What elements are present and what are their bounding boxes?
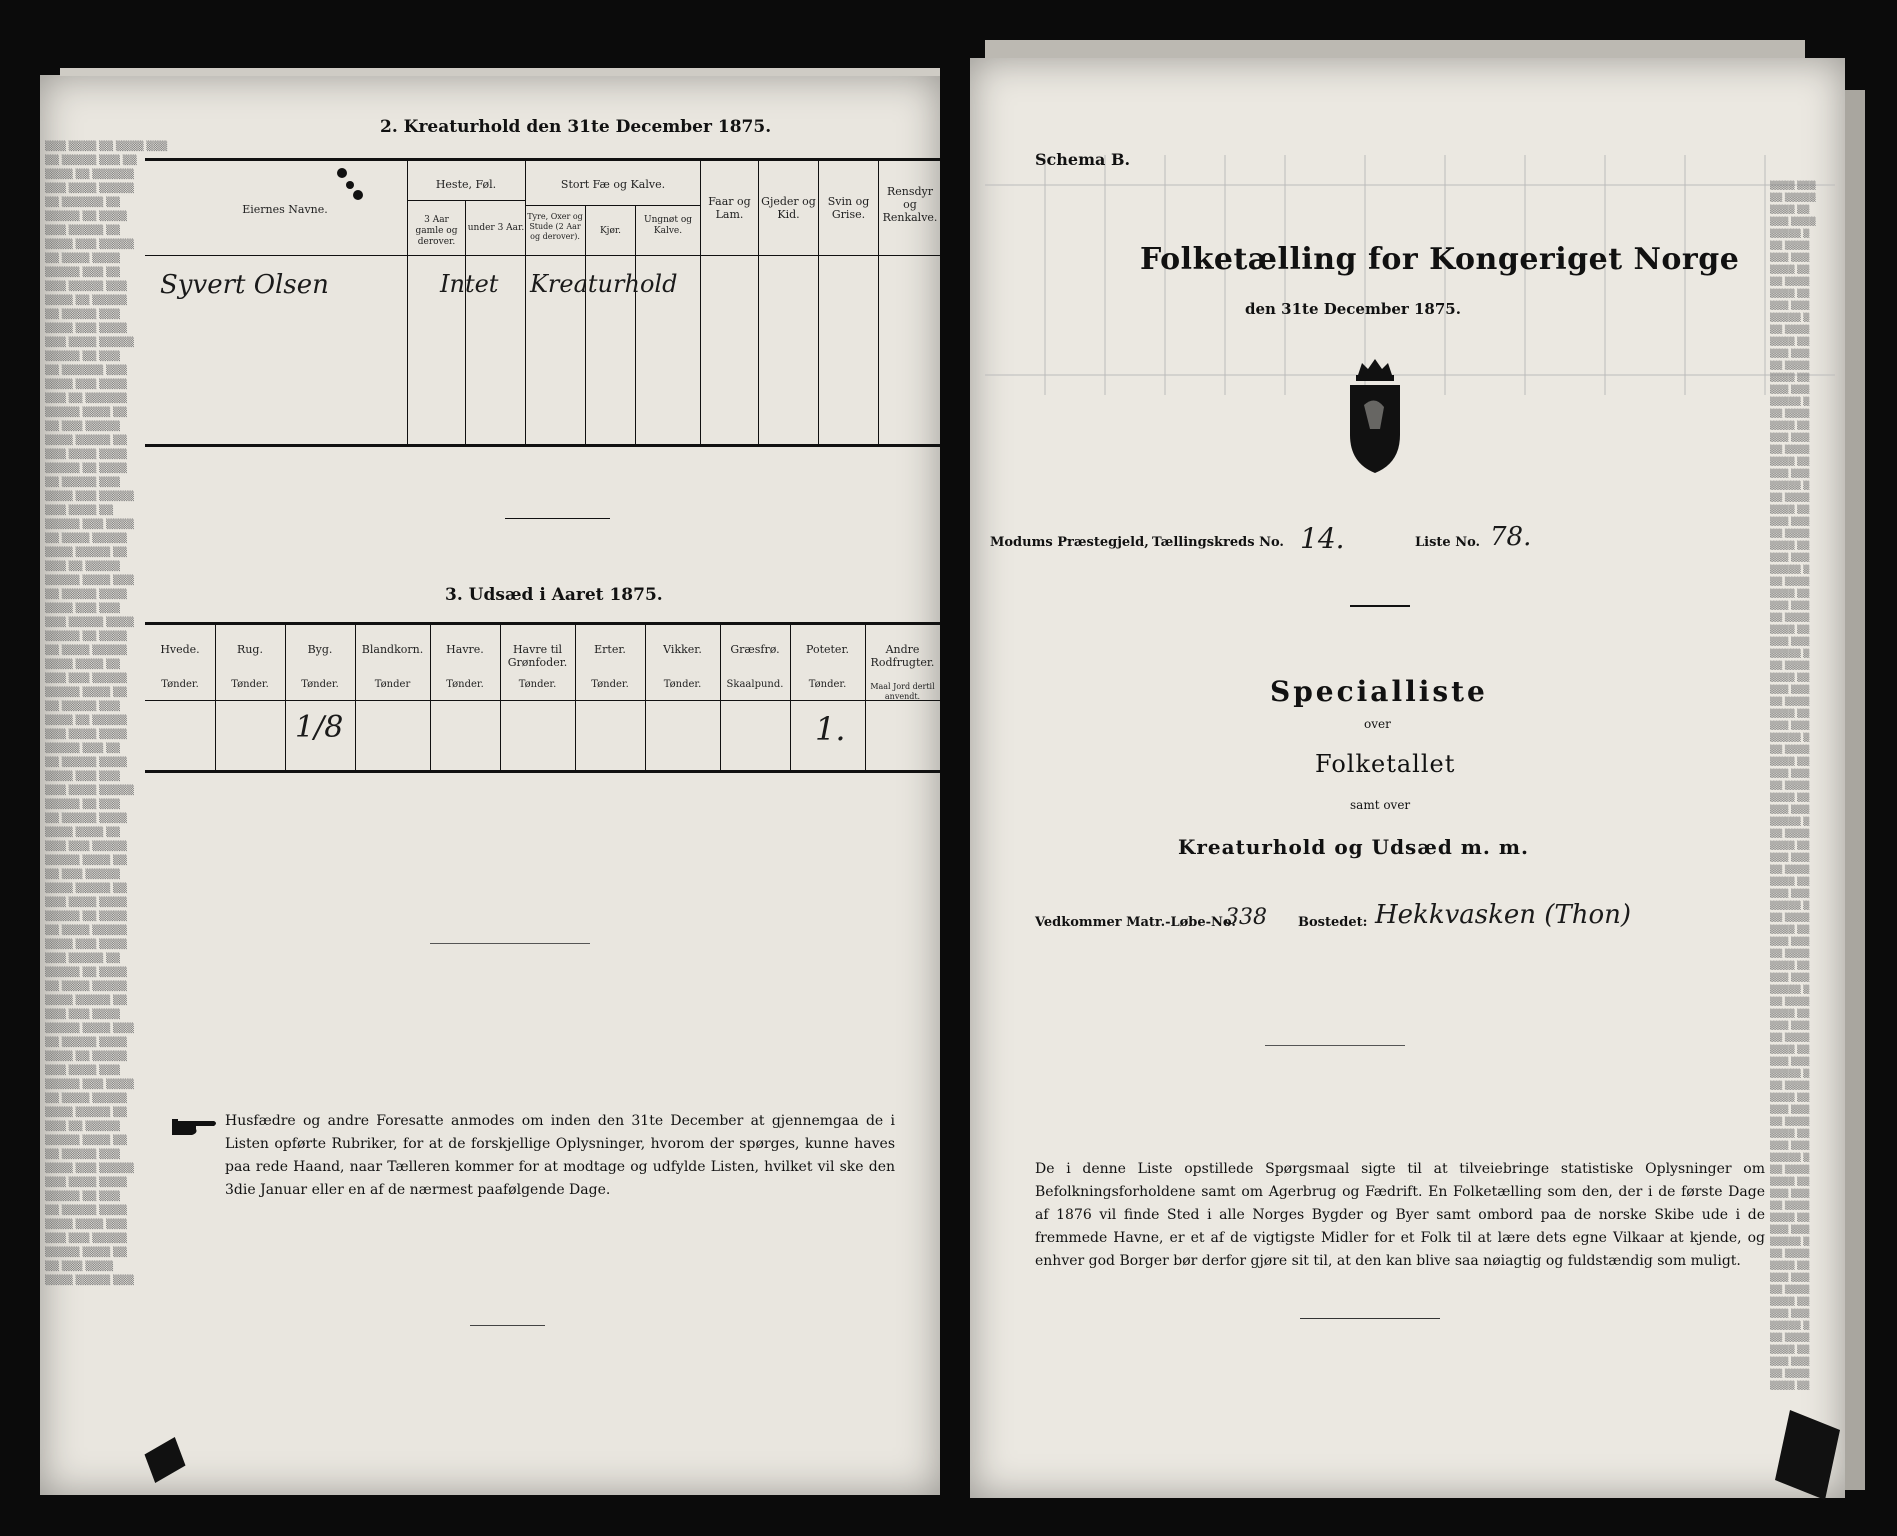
table-rule: [525, 205, 700, 206]
table-rule: [878, 158, 879, 444]
udsaed-header: Byg.: [307, 643, 333, 656]
header-cattle-c: Ungnøt og Kalve.: [643, 215, 692, 236]
header-cattle-a: Tyre, Oxer og Stude (2 Aar og derover).: [527, 212, 583, 241]
bleed-through-text: ▒▒▒ ▒▒▒▒ ▒▒ ▒▒▒▒ ▒▒▒ ▒▒ ▒▒▒▒▒ ▒▒▒ ▒▒ ▒▒▒▒ ▒▒ ▒▒▒▒▒▒ ▒▒▒ ▒▒▒▒ ▒▒▒▒▒ ▒▒ ▒▒▒▒▒▒ ▒▒ ▒▒▒▒▒ ▒▒ ▒▒▒▒ ▒▒▒ ▒▒▒▒▒ ▒▒ ▒▒▒▒ ▒▒▒ ▒▒▒▒▒ ▒▒ ▒▒▒▒ ▒▒▒▒ ▒▒▒▒▒ ▒▒▒ ▒▒ ▒▒▒ ▒▒▒▒▒ ▒▒▒ ▒▒▒▒ ▒▒ ▒▒▒▒▒ ▒▒ ▒▒▒▒▒ ▒▒▒ ▒▒▒▒ ▒▒▒ ▒▒▒▒ ▒▒▒ ▒▒▒▒ ▒▒▒▒▒ ▒▒▒▒▒ ▒▒ ▒▒▒ ▒▒ ▒▒▒▒▒▒ ▒▒▒ ▒▒▒▒ ▒▒▒ ▒▒▒▒ ▒▒▒ ▒▒ ▒▒▒▒▒▒ ▒▒▒▒▒ ▒▒▒▒ ▒▒ ▒▒ ▒▒▒ ▒▒▒▒▒ ▒▒▒▒ ▒▒▒▒▒ ▒▒ ▒▒▒ ▒▒▒▒ ▒▒▒▒ ▒▒▒▒▒ ▒▒ ▒▒▒▒ ▒▒ ▒▒▒▒▒ ▒▒▒ ▒▒▒▒ ▒▒▒ ▒▒▒▒▒ ▒▒▒ ▒▒▒▒ ▒▒ ▒▒▒▒▒ ▒▒▒ ▒▒▒▒ ▒▒ ▒▒▒▒ ▒▒▒▒▒ ▒▒▒▒ ▒▒▒▒▒ ▒▒ ▒▒▒ ▒▒ ▒▒▒▒▒ ▒▒▒▒▒ ▒▒▒▒ ▒▒▒ ▒▒ ▒▒▒▒▒ ▒▒▒▒ ▒▒▒▒ ▒▒▒ ▒▒▒ ▒▒▒ ▒▒▒▒▒ ▒▒▒▒ ▒▒▒▒▒ ▒▒ ▒▒▒▒ ▒▒ ▒▒▒▒ ▒▒▒▒▒ ▒▒▒▒ ▒▒▒▒ ▒▒ ▒▒▒ ▒▒▒ ▒▒▒▒▒ ▒▒▒▒▒ ▒▒▒▒ ▒▒ ▒▒ ▒▒▒▒▒ ▒▒▒ ▒▒▒▒ ▒▒ ▒▒▒▒▒ ▒▒▒ ▒▒▒▒ ▒▒▒▒ ▒▒▒▒▒ ▒▒▒ ▒▒ ▒▒ ▒▒▒▒▒ ▒▒▒▒ ▒▒▒▒ ▒▒▒ ▒▒▒ ▒▒▒ ▒▒▒▒ ▒▒▒▒▒ ▒▒▒▒▒ ▒▒ ▒▒▒ ▒▒ ▒▒▒▒▒ ▒▒▒▒ ▒▒▒▒ ▒▒▒▒ ▒▒ ▒▒▒ ▒▒▒ ▒▒▒▒▒ ▒▒▒▒▒ ▒▒▒▒ ▒▒ ▒▒ ▒▒▒ ▒▒▒▒▒ ▒▒▒▒ ▒▒▒▒▒ ▒▒ ▒▒▒ ▒▒▒▒ ▒▒▒▒ ▒▒▒▒▒ ▒▒ ▒▒▒▒ ▒▒ ▒▒▒▒ ▒▒▒▒▒ ▒▒▒▒ ▒▒▒ ▒▒▒▒ ▒▒▒ ▒▒▒▒▒ ▒▒ ▒▒▒▒▒ ▒▒ ▒▒▒▒ ▒▒ ▒▒▒▒ ▒▒▒▒▒ ▒▒▒▒ ▒▒▒▒▒ ▒▒ ▒▒▒ ▒▒▒ ▒▒▒▒ ▒▒▒▒▒ ▒▒▒▒ ▒▒▒ ▒▒ ▒▒▒▒▒ ▒▒▒▒ ▒▒▒▒ ▒▒ ▒▒▒▒▒ ▒▒▒ ▒▒▒▒ ▒▒▒ ▒▒▒▒▒ ▒▒▒ ▒▒▒▒ ▒▒ ▒▒▒▒ ▒▒▒▒▒ ▒▒▒▒ ▒▒▒▒▒ ▒▒ ▒▒▒ ▒▒ ▒▒▒▒▒ ▒▒▒▒▒ ▒▒▒▒ ▒▒ ▒▒ ▒▒▒▒▒ ▒▒▒ ▒▒▒▒ ▒▒▒ ▒▒▒▒▒ ▒▒▒ ▒▒▒▒ ▒▒▒▒ ▒▒▒▒▒ ▒▒ ▒▒▒ ▒▒ ▒▒▒▒▒ ▒▒▒▒ ▒▒▒▒ ▒▒▒▒ ▒▒▒ ▒▒▒ ▒▒▒ ▒▒▒▒▒ ▒▒▒▒▒ ▒▒▒▒ ▒▒ ▒▒ ▒▒▒ ▒▒▒▒ ▒▒▒▒ ▒▒▒▒▒ ▒▒▒: [45, 142, 168, 1286]
udsaed-header: Havre til Grønfoder.: [507, 643, 568, 669]
kreaturhold-text: Kreaturhold og Udsæd m. m.: [1178, 835, 1529, 859]
table-rule: [145, 444, 940, 447]
udsaed-unit: Maal Jord dertil anvendt.: [870, 682, 935, 701]
udsaed-header: Andre Rodfrugter.: [870, 643, 935, 669]
udsaed-header: Erter.: [594, 643, 626, 656]
owner-name: Syvert Olsen: [160, 270, 329, 300]
specialliste-heading: Specialliste: [1270, 675, 1488, 708]
header-reindeer: Rensdyr og Renkalve.: [882, 185, 938, 224]
table-rule: [145, 700, 940, 701]
udsaed-unit: Tønder.: [161, 679, 199, 690]
district-label: Tællingskreds No.: [1152, 535, 1284, 550]
divider: [1350, 605, 1410, 607]
bleed-through-grid: [985, 155, 1835, 415]
folketallet-text: Folketallet: [1315, 750, 1456, 778]
table-rule: [145, 770, 940, 773]
ink-mark-icon: [330, 165, 370, 205]
list-number: 78.: [1490, 522, 1532, 552]
udsaed-unit: Tønder.: [446, 679, 484, 690]
divider: [1265, 1045, 1405, 1046]
page-edge: [60, 68, 940, 76]
poteter-value: 1.: [815, 710, 846, 748]
header-pigs: Svin og Grise.: [827, 195, 870, 221]
table-rule: [635, 205, 636, 444]
udsaed-header: Poteter.: [806, 643, 849, 656]
udsaed-unit: Tønder.: [591, 679, 629, 690]
schema-label: Schema B.: [1035, 150, 1131, 169]
udsaed-unit: Tønder.: [663, 679, 702, 690]
udsaed-unit: Tønder.: [808, 679, 847, 690]
tab-marker-icon: [1770, 1400, 1870, 1510]
udsaed-unit: Tønder.: [231, 679, 269, 690]
header-cattle-b: Kjør.: [599, 226, 622, 236]
bleed-through-text: ▒▒▒▒ ▒▒▒ ▒▒ ▒▒▒▒▒ ▒▒▒▒ ▒▒ ▒▒▒ ▒▒▒▒ ▒▒▒▒▒ ▒ ▒▒ ▒▒▒▒ ▒▒▒ ▒▒▒ ▒▒▒▒ ▒▒ ▒▒ ▒▒▒▒ ▒▒▒▒ ▒▒ ▒▒▒ ▒▒▒ ▒▒▒▒▒ ▒ ▒▒ ▒▒▒▒ ▒▒▒▒ ▒▒ ▒▒▒ ▒▒▒ ▒▒ ▒▒▒▒ ▒▒▒▒ ▒▒ ▒▒▒ ▒▒▒ ▒▒▒▒▒ ▒ ▒▒ ▒▒▒▒ ▒▒▒▒ ▒▒ ▒▒▒ ▒▒▒ ▒▒ ▒▒▒▒ ▒▒▒▒ ▒▒ ▒▒▒ ▒▒▒ ▒▒▒▒▒ ▒ ▒▒ ▒▒▒▒ ▒▒▒▒ ▒▒ ▒▒▒ ▒▒▒ ▒▒ ▒▒▒▒ ▒▒▒▒ ▒▒ ▒▒▒ ▒▒▒ ▒▒▒▒▒ ▒ ▒▒ ▒▒▒▒ ▒▒▒▒ ▒▒ ▒▒▒ ▒▒▒ ▒▒ ▒▒▒▒ ▒▒▒▒ ▒▒ ▒▒▒ ▒▒▒ ▒▒▒▒▒ ▒ ▒▒ ▒▒▒▒ ▒▒▒▒ ▒▒ ▒▒▒ ▒▒▒ ▒▒ ▒▒▒▒ ▒▒▒▒ ▒▒ ▒▒▒ ▒▒▒ ▒▒▒▒▒ ▒ ▒▒ ▒▒▒▒ ▒▒▒▒ ▒▒ ▒▒▒ ▒▒▒ ▒▒ ▒▒▒▒ ▒▒▒▒ ▒▒ ▒▒▒ ▒▒▒ ▒▒▒▒▒ ▒ ▒▒ ▒▒▒▒ ▒▒▒▒ ▒▒ ▒▒▒ ▒▒▒ ▒▒ ▒▒▒▒ ▒▒▒▒ ▒▒ ▒▒▒ ▒▒▒ ▒▒▒▒▒ ▒ ▒▒ ▒▒▒▒ ▒▒▒▒ ▒▒ ▒▒▒ ▒▒▒ ▒▒ ▒▒▒▒ ▒▒▒▒ ▒▒ ▒▒▒ ▒▒▒ ▒▒▒▒▒ ▒ ▒▒ ▒▒▒▒ ▒▒▒▒ ▒▒ ▒▒▒ ▒▒▒ ▒▒ ▒▒▒▒ ▒▒▒▒ ▒▒ ▒▒▒ ▒▒▒ ▒▒▒▒▒ ▒ ▒▒ ▒▒▒▒ ▒▒▒▒ ▒▒ ▒▒▒ ▒▒▒ ▒▒ ▒▒▒▒ ▒▒▒▒ ▒▒ ▒▒▒ ▒▒▒ ▒▒▒▒▒ ▒ ▒▒ ▒▒▒▒ ▒▒▒▒ ▒▒ ▒▒▒ ▒▒▒ ▒▒ ▒▒▒▒ ▒▒▒▒ ▒▒ ▒▒▒ ▒▒▒ ▒▒▒▒▒ ▒ ▒▒ ▒▒▒▒ ▒▒▒▒ ▒▒ ▒▒▒ ▒▒▒ ▒▒ ▒▒▒▒ ▒▒▒▒ ▒▒ ▒▒▒ ▒▒▒ ▒▒▒▒▒ ▒ ▒▒ ▒▒▒▒ ▒▒▒▒ ▒▒ ▒▒▒ ▒▒▒ ▒▒ ▒▒▒▒ ▒▒▒▒ ▒▒: [1770, 181, 1816, 1390]
header-goats: Gjeder og Kid.: [761, 195, 816, 221]
samt-over-text: samt over: [1350, 798, 1411, 812]
list-label: Liste No.: [1415, 535, 1481, 550]
table-rule: [818, 158, 819, 444]
byg-value: 1/8: [295, 710, 344, 745]
table-rule: [145, 622, 940, 625]
udsaed-header: Græsfrø.: [730, 643, 780, 656]
header-sheep: Faar og Lam.: [708, 195, 751, 221]
header-owner: Eiernes Navne.: [242, 203, 328, 216]
parish-label: Modums Præstegjeld,: [990, 535, 1149, 550]
horses-value: Intet: [440, 270, 499, 298]
bosted-label: Bostedet:: [1298, 915, 1368, 930]
udsaed-header: Rug.: [237, 643, 263, 656]
notice-text: Husfædre og andre Foresatte anmodes om inden den 31te December at gjennemgaa de i Listen opførte Rubriker, for at de forskjellige Oplysninger, hvorom der spørges, kunne haves paa rede Haand, naar Tælleren kommer for at modtage og udfylde Listen, hvilket vil ske den 3die Januar eller en af de nærmest paafølgende Dage.: [225, 1113, 895, 1198]
table-rule: [585, 205, 586, 444]
over-text: over: [1364, 717, 1391, 731]
udsaed-header: Vikker.: [663, 643, 702, 656]
tab-marker-icon: [140, 1440, 190, 1480]
divider: [430, 943, 590, 944]
pointing-hand-icon: [170, 1115, 220, 1139]
table-rule: [525, 158, 526, 444]
table-rule: [145, 255, 940, 256]
udsaed-header: Hvede.: [160, 643, 200, 656]
header-horses: Heste, Føl.: [435, 178, 497, 191]
section3-title: 3. Udsæd i Aaret 1875.: [445, 585, 663, 605]
udsaed-unit: Tønder.: [518, 679, 557, 690]
footer-text: De i denne Liste opstillede Spørgsmaal sigte til at tilveiebringe statistiske Oplysninger om Befolkningsforholdene samt om Agerbrug og Fædrift. En Folketælling som den, der i de første Dage af 1876 vil finde Sted i alle Norges Bygder og Byer samt ombord paa de norske Skibe ude i de fremmede Havne, er et af de vigtigste Midler for et Folk til at lære dets egne Vilkaar at kjende, og enhver god Borger bør derfor gjøre sit til, at den kan blive saa nøiagtig og fuldstændig som muligt.: [1035, 1161, 1765, 1269]
matr-label: Vedkommer Matr.-Løbe-No.: [1035, 915, 1236, 930]
section2-title: 2. Kreaturhold den 31te December 1875.: [380, 117, 772, 137]
table-rule: [145, 158, 940, 161]
udsaed-unit: Skaalpund.: [726, 679, 784, 690]
table-rule: [758, 158, 759, 444]
matr-number: 338: [1225, 905, 1267, 930]
cattle-value: Kreaturhold: [530, 270, 678, 298]
header-horses-b: under 3 Aar.: [467, 223, 525, 233]
table-rule: [407, 200, 525, 201]
bosted-value: Hekkvasken (Thon): [1375, 900, 1632, 930]
header-horses-a: 3 Aar gamle og derover.: [415, 215, 458, 247]
census-date: den 31te December 1875.: [1245, 300, 1461, 318]
census-title: Folketælling for Kongeriget Norge: [1140, 242, 1740, 277]
table-rule: [700, 158, 701, 444]
coat-of-arms-icon: [1340, 355, 1410, 475]
district-number: 14.: [1300, 522, 1345, 555]
udsaed-header: Havre.: [446, 643, 484, 656]
divider: [470, 1325, 545, 1326]
divider: [1300, 1318, 1440, 1319]
udsaed-unit: Tønder: [374, 679, 411, 690]
page-edge: [1845, 90, 1865, 1490]
udsaed-header: Blandkorn.: [361, 643, 424, 656]
header-cattle: Stort Fæ og Kalve.: [560, 178, 666, 191]
udsaed-unit: Tønder.: [301, 679, 339, 690]
table-rule: [465, 200, 466, 444]
divider: [505, 518, 610, 519]
